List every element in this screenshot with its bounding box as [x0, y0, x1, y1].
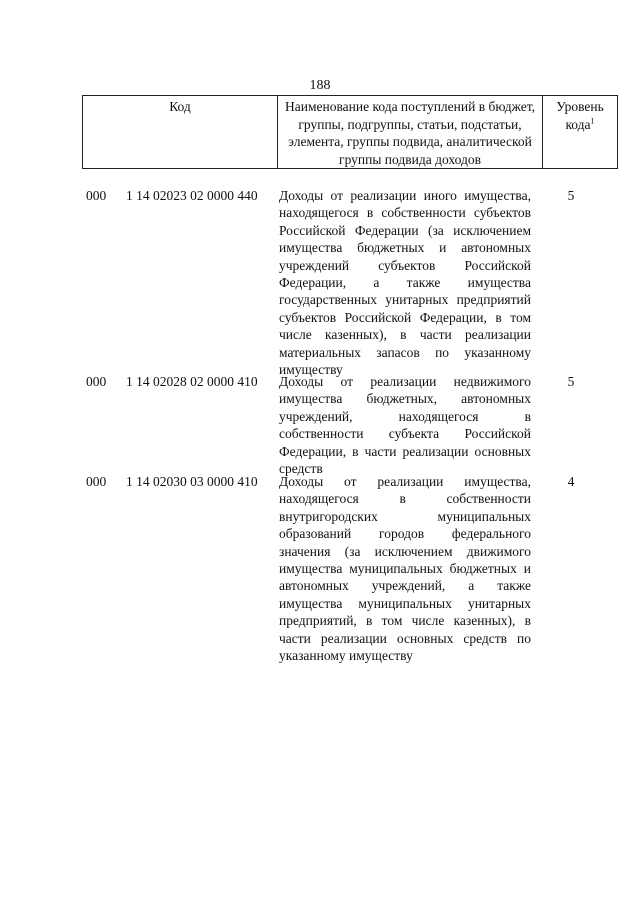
level-footnote-mark: 1 [590, 116, 595, 125]
income-code: 1 14 02030 03 0000 410 [126, 474, 258, 489]
header-name: Наименование кода поступлений в бюджет, группы, подгруппы, статьи, подстатьи, элемента, группы подвида, аналитической группы подвида доходов [278, 96, 543, 169]
income-description: Доходы от реализации иного имущества, находящегося в собственности субъектов Российской Федерации (за исключением имущества бюджетных и автономных учреждений субъектов Российской Федерации, а также имущества государственных унитарных предприятий субъектов Российской Федерации, в том числе казенных), в части реализации материальных запасов по указанному имуществу [279, 188, 531, 378]
table-header [82, 95, 618, 169]
header-level-label: Уровень кода [556, 99, 604, 132]
budget-code: 000 [86, 374, 107, 389]
header-code: Код [83, 96, 278, 169]
page-number: 188 [309, 78, 331, 93]
income-description: Доходы от реализации имущества, находящегося в собственности внутригородских муниципальных образований городов федерального значения (за исключением движимого имущества муниципальных бюджетных и автономных учреждений, а также имущества муниципальных унитарных предприятий, в том числе казенных), в части реализации основных средств по указанному имуществу [279, 474, 531, 664]
budget-code: 000 [86, 474, 107, 489]
code-level: 5 [567, 374, 575, 389]
income-code: 1 14 02023 02 0000 440 [126, 188, 258, 203]
code-level: 4 [567, 474, 575, 489]
code-level: 5 [567, 188, 575, 203]
income-code: 1 14 02028 02 0000 410 [126, 374, 258, 389]
budget-code: 000 [86, 188, 107, 203]
income-description: Доходы от реализации недвижимого имущества бюджетных, автономных учреждений, находящегося в собственности субъекта Российской Федерации, в части реализации основных средств [279, 374, 531, 477]
header-level [543, 96, 618, 169]
